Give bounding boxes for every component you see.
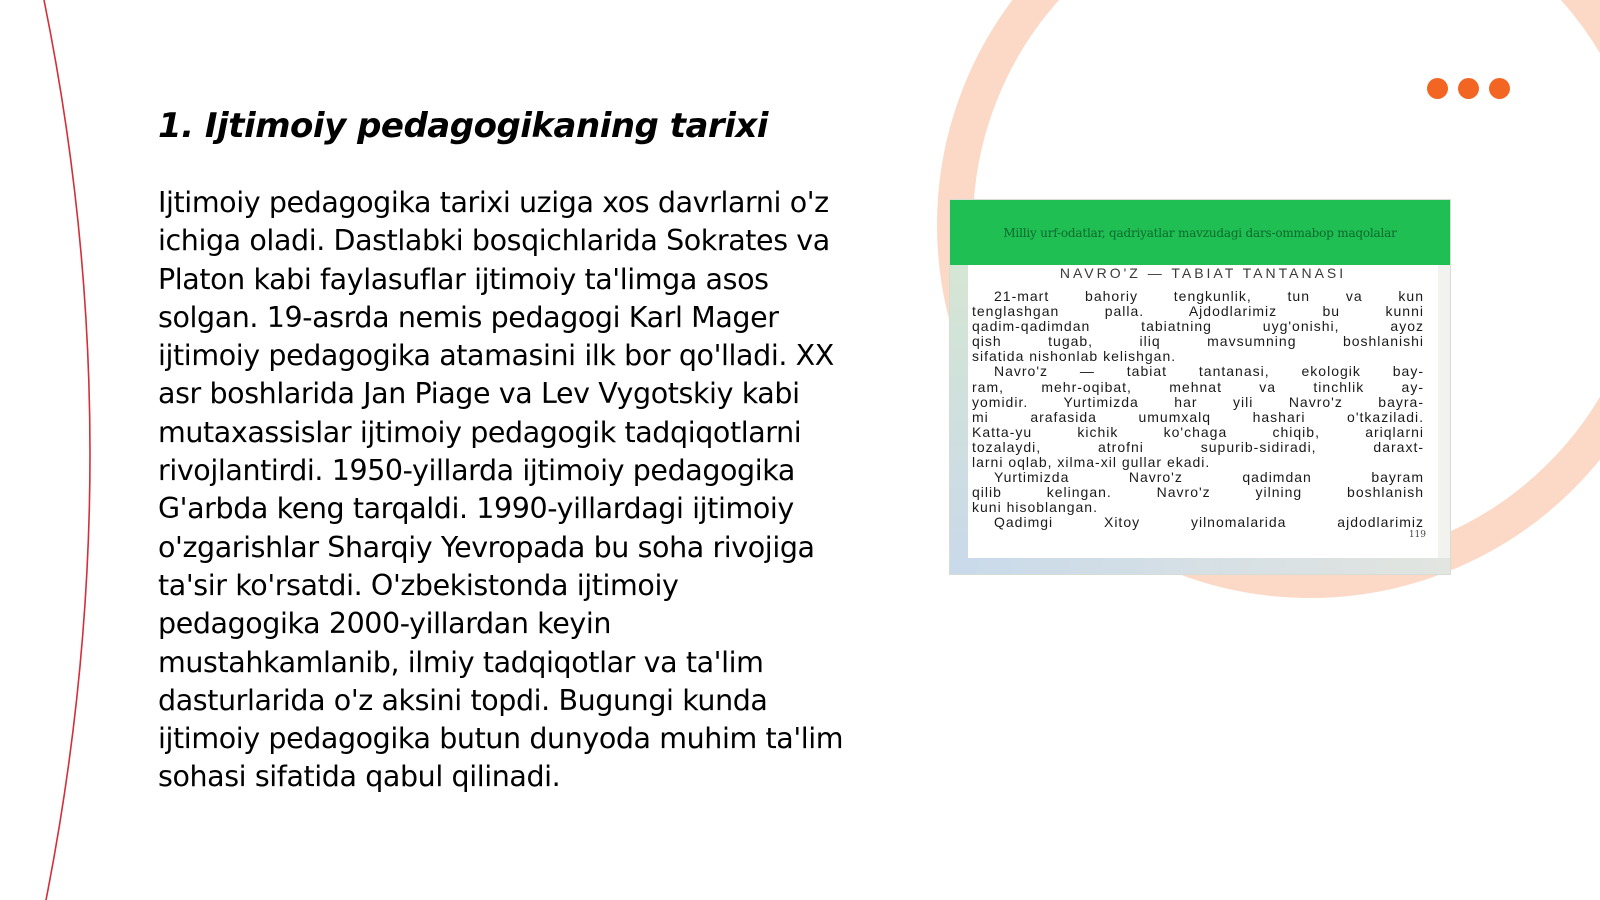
slide-body-text: Ijtimoiy pedagogika tarixi uziga xos davrlarni o'z ichiga oladi. Dastlabki bosqichlarida Sokrates va Platon kabi faylasuflar ijtimoiy ta'limga asos solgan. 19-asrda nemis pedagogi Karl Mager ijtimoiy pedagogika atamasini ilk bor qo'lladi. XX asr boshlarida Jan Piage va Lev Vygotskiy kabi mutaxassislar ijtimoiy pedagogik tadqiqotlarni rivojlantirdi. 1950-yillarda ijtimoiy pedagogika G'arbda keng tarqaldi. 1990-yillardagi ijtimoiy o'zgarishlar Sharqiy Yevropada bu soha rivojiga ta'sir ko'rsatdi. O'zbekistonda ijtimoiy pedagogika 2000-yillardan keyin mustahkamlanib, ilmiy tadqiqotlar va ta'lim dasturlarida o'z aksini topdi. Bugungi kunda ijtimoiy pedagogika butun dunyoda muhim ta'lim sohasi sifatida qabul qilinadi.: [158, 186, 844, 794]
left-red-curve: [44, 0, 90, 900]
book-text-line: mi arafasida umumxalq hashari o'tkaziladi.: [972, 409, 1424, 425]
book-page-image: [950, 200, 1450, 574]
book-text-line: sifatida nishonlab kelishgan.: [972, 349, 1177, 365]
book-page-title: NAVRO'Z — TABIAT TANTANASI: [1059, 265, 1347, 281]
dot-icon: [1458, 78, 1479, 99]
book-text-line: Katta-yu kichik ko'chaga chiqib, ariqlarni: [972, 424, 1424, 440]
book-text-line: 21-mart bahoriy tengkunlik, tun va kun: [994, 289, 1424, 304]
book-page: [968, 265, 1438, 558]
three-dots-icon: [1427, 78, 1510, 99]
book-page-number: 119: [1408, 530, 1426, 540]
book-text-line: ram, mehr-oqibat, mehnat va tinchlik ay-: [972, 379, 1424, 395]
book-text-line: larni oqlab, xilma-xil gullar ekadi.: [972, 455, 1211, 471]
book-page-bottom-edge: [950, 558, 1450, 574]
book-text-line: qish tugab, iliq mavsumning boshlanishi: [972, 334, 1424, 350]
book-text-line: tenglashgan palla. Ajdodlarimiz bu kunni: [972, 304, 1424, 320]
book-text-line: Navro'z — tabiat tantanasi, ekologik bay-: [994, 364, 1424, 380]
book-page-header: [950, 200, 1450, 265]
dot-icon: [1489, 78, 1510, 99]
book-text-line: Yurtimizda Navro'z qadimdan bayram: [994, 470, 1424, 486]
dot-icon: [1427, 78, 1448, 99]
book-page-header-text: Milliy urf-odatlar, qadriyatlar mavzudagi dars-ommabop maqolalar: [1003, 225, 1397, 240]
book-text-line: yomidir. Yurtimizda har yili Navro'z bayra-: [972, 394, 1424, 410]
book-text-line: qilib kelingan. Navro'z yilning boshlanish: [972, 485, 1424, 501]
book-text-line: tozalaydi, atrofni supurib-sidiradi, daraxt-: [972, 439, 1424, 455]
book-text-line: Qadimgi Xitoy yilnomalarida ajdodlarimiz: [994, 515, 1424, 531]
book-page-text: [972, 289, 1424, 531]
book-page-edge: [950, 265, 968, 574]
book-text-line: kuni hisoblangan.: [972, 500, 1098, 516]
slide-title: 1. Ijtimoiy pedagogikaning tarixi: [158, 106, 768, 146]
book-text-line: qadim-qadimdan tabiatning uyg'onishi, ayoz: [972, 319, 1424, 335]
